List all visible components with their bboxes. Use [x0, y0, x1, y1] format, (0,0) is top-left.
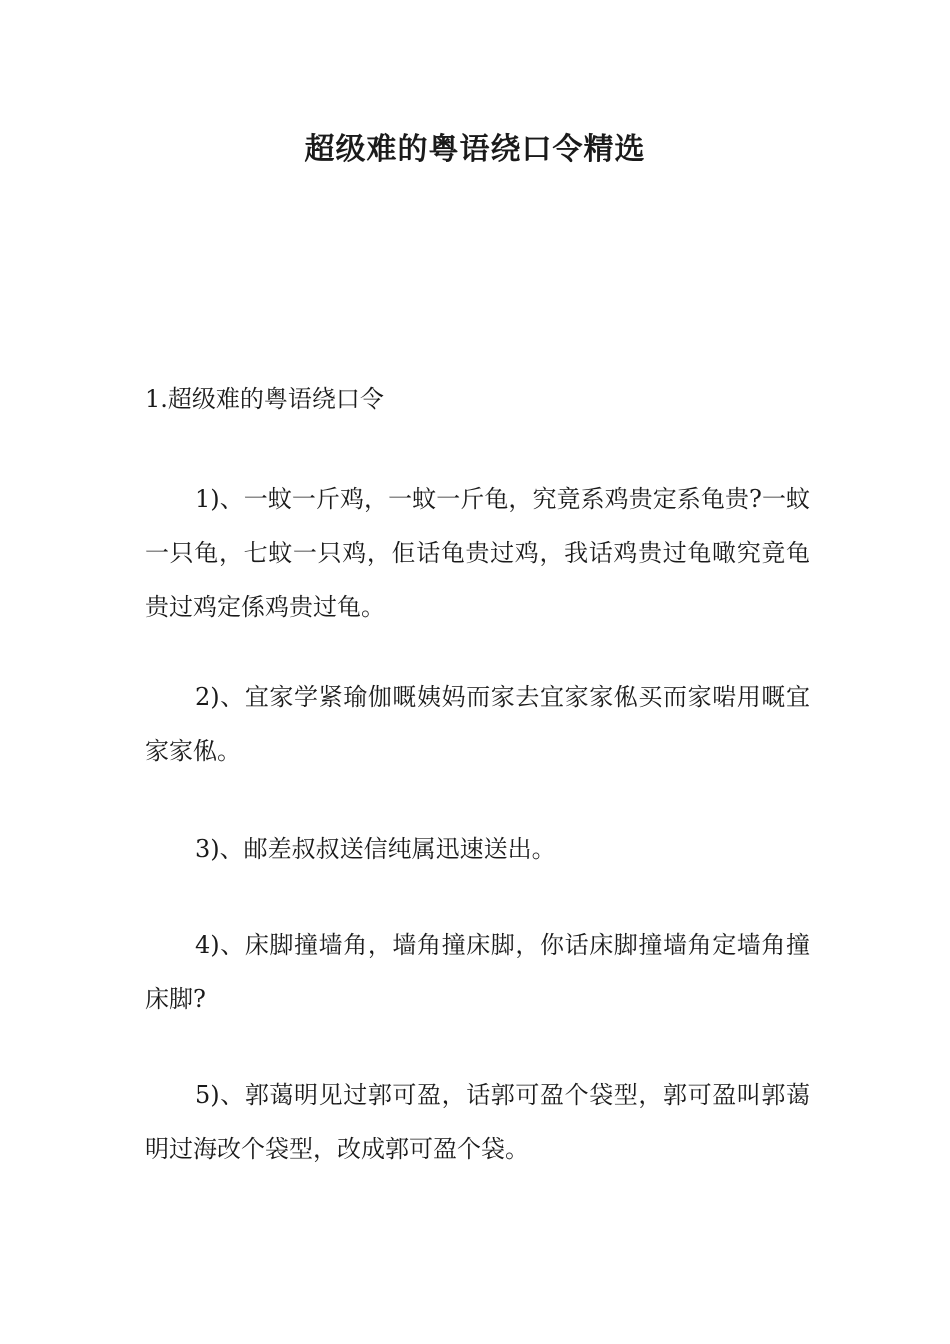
document-title: 超级难的粤语绕口令精选 [304, 132, 646, 167]
paragraph-tongue-twister-2: 2)、宜家学紧瑜伽嘅姨妈而家去宜家家俬买而家啱用嘅宜家家俬。 [145, 683, 810, 765]
paragraph-tongue-twister-4: 4)、床脚撞墙角，墙角撞床脚，你话床脚撞墙角定墙角撞床脚? [145, 931, 810, 1013]
paragraph-tongue-twister-5: 5)、郭蔼明见过郭可盈，话郭可盈个袋型，郭可盈叫郭蔼明过海改个袋型，改成郭可盈个袋。 [145, 1081, 810, 1163]
section-heading: 1.超级难的粤语绕口令 [145, 385, 384, 413]
paragraph-tongue-twister-1: 1)、一蚊一斤鸡，一蚊一斤龟，究竟系鸡贵定系龟贵?一蚊一只龟，七蚊一只鸡，佢话龟贵过鸡，我话鸡贵过龟噉究竟龟贵过鸡定係鸡贵过龟。 [145, 485, 810, 621]
paragraph-tongue-twister-3: 3)、邮差叔叔送信纯属迅速送出。 [195, 835, 556, 863]
